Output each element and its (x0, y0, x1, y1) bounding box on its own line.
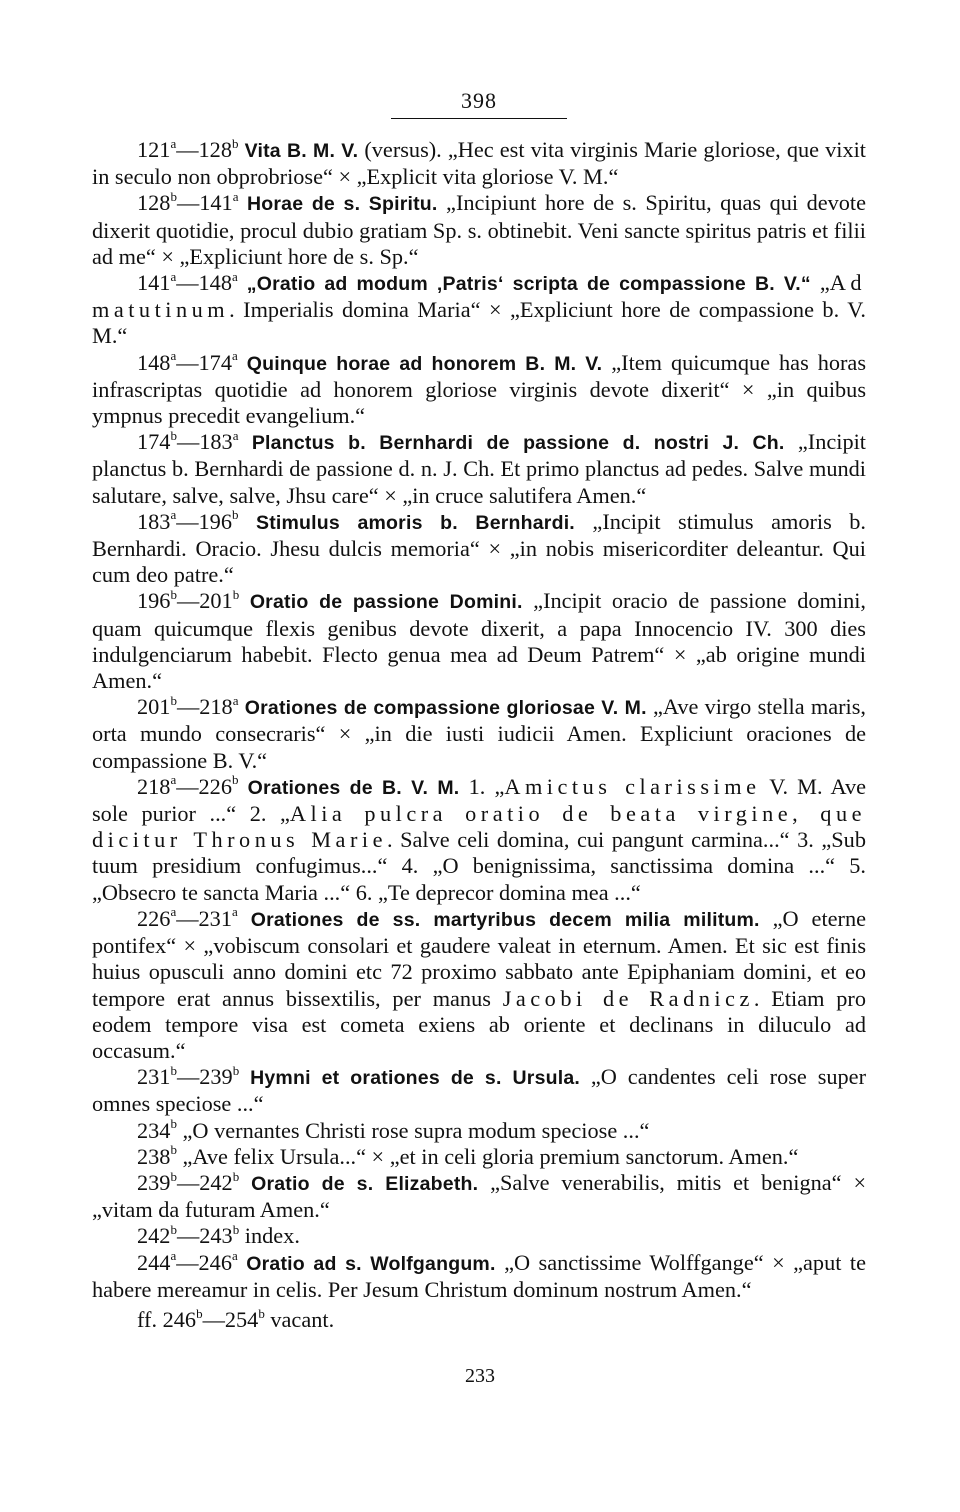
entry-title: Hymni et orationes de s. Ursula. (250, 1067, 581, 1090)
entry-title: Oratio de passione Domini. (249, 591, 523, 614)
entry-title: Oratio de s. Elizabeth. (251, 1172, 479, 1195)
folio-range: 183$^a$—196$^b$ (137, 507, 239, 534)
entry-text: . Salve celi domina, cui pangunt carmina...“ 3. „Sub tuum presidium confugimus...“ 4. „O benignissima, sanctissima domina ...“ 5. „Obsecro te sancta Maria ...“ 6. „Te deprecor domina mea ...“ (92, 827, 866, 905)
entry-text: „Incipiunt hore de s. Spiritu, quas qui devote dixerit quotidie, procul dubio gratiam Sp. s. obtinebit. Veni sancte spiritus patris et filii ad me“ × „Expliciunt hore de s. Sp.“ (92, 190, 867, 269)
header-rule (391, 118, 567, 119)
entry-title: Vita B. M. V. (244, 140, 359, 162)
entry (92, 190, 866, 270)
entry-text: vacant. (264, 1306, 335, 1332)
folio-range: 128$^b$—141$^a$ (137, 188, 239, 216)
spaced-text: Alia pulcra oratio de beata virgine, que dicitur Thronus Marie (92, 801, 866, 853)
entry-text: „O sanctissime Wolffgange“ × „aput te habere mereamur in celis. Per Jesum Christum dominum nostrum Amen.“ (92, 1249, 866, 1302)
entry (92, 509, 866, 589)
entry-title: Orationes de ss. martyribus decem milia militum. (250, 908, 760, 931)
entry (92, 1064, 866, 1117)
spaced-text: Jacobi de Radnicz (502, 985, 754, 1011)
folio-ref: 238$^b$ (137, 1142, 177, 1169)
entry-title: Quinque horae ad honorem B. M. V. (246, 352, 603, 375)
spaced-text: Ad matutinum (92, 270, 866, 323)
entry-text: . Imperialis domina Maria“ × „Expliciunt hore de compassione b. V. M.“ (92, 297, 866, 349)
folio-range: 196$^b$—201$^b$ (137, 587, 240, 614)
entry-text: „O eterne pontifex“ × „vobiscum consolari et gaudere valeat in eternum. Amen. Et sic est finis huius opusculi anno domini etc 72 proximo sabbato ante Epiphaniam domini, et eo tempore erat annus bissextilis, per manus (92, 905, 867, 1011)
folio-range: 141$^a$—148$^a$ (137, 268, 238, 296)
folio-range: 244$^a$—246$^a$ (137, 1248, 238, 1275)
entry (92, 429, 866, 509)
entry-text: „Incipit planctus b. Bernhardi de passione d. n. J. Ch. Et primo planctus ad pedes. Salve mundi salutare, salve, salve, Jhsu care“ × „in cruce salutifera Amen.“ (92, 429, 866, 508)
page-number: 398 (461, 88, 497, 113)
entry (92, 350, 866, 430)
folio-range: 174$^b$—183$^a$ (137, 427, 239, 455)
entry-text: . Etiam pro eodem tempore visa est cometa exiens ab oriente et declinans in diluculo ad occasum.“ (92, 985, 866, 1063)
spaced-text: Amictus clarissime (504, 773, 761, 799)
folio-range: 121$^a$—128$^b$ (137, 135, 239, 162)
entry-text: „Ave virgo stella maris, orta mundo consecraris“ × „in die iusti iudicii Amen. Expliciunt oraciones de compassione B. V.“ (92, 694, 867, 773)
entry (92, 906, 866, 1064)
entry-title: Orationes de compassione gloriosae V. M. (244, 697, 647, 720)
entry-prefix: ff. (137, 1306, 163, 1332)
entry-text: „O vernantes Christi rose supra modum speciose ...“ (176, 1117, 650, 1143)
folio-range: 246$^b$—254$^b$ (162, 1305, 265, 1332)
entry-title: Planctus b. Bernhardi de passione d. nostri J. Ch. (251, 432, 785, 455)
entry-title: Stimulus amoris b. Bernhardi. (255, 511, 575, 534)
entry (92, 1170, 866, 1223)
folio-range: 239$^b$—242$^b$ (137, 1168, 240, 1195)
folio-range: 226$^a$—231$^a$ (137, 904, 238, 931)
entry (92, 270, 866, 350)
entry (92, 1144, 866, 1170)
catalog-entries (92, 137, 866, 1333)
entry-title: Horae de s. Spiritu. (247, 193, 438, 216)
entry (92, 694, 866, 774)
entry-text: „Incipit oracio de passione domini, quam quicumque flexis genibus devote dixerit, a papa Innocencio IV. 300 dies indulgenciarum habebit. Flecto genua mea ad Deum Patrem“ × „ab origine mundi Amen.“ (92, 588, 866, 694)
entry-title: „Oratio ad modum ‚Patris‘ scripta de compassione B. V.“ (246, 273, 811, 296)
entry-text: „ (810, 270, 830, 296)
entry-text: V. M. Ave sole purior ...“ 2. „ (92, 773, 866, 827)
entry (92, 1307, 866, 1333)
folio-range: 242$^b$—243$^b$ (137, 1221, 240, 1249)
entry-title: Oratio ad s. Wolfgangum. (246, 1252, 496, 1275)
entry-text: „Incipit stimulus amoris b. Bernhardi. Oracio. Jhesu dulcis memoria“ × „in nobis misericorditer deleantur. Qui cum deo patre.“ (92, 508, 866, 588)
entry-text: „Salve venerabilis, mitis et benigna“ × „vitam da futuram Amen.“ (92, 1169, 867, 1223)
entry (92, 1250, 866, 1303)
entry-text: „Item quicumque has horas infrascriptas quotidie ad honorem gloriose virginis devote dixerit“ × „in quibus ympnus precedit evangelium.“ (92, 349, 866, 429)
entry-text: „O candentes celi rose super omnes speciose ...“ (92, 1064, 866, 1117)
folio-range: 201$^b$—218$^a$ (137, 692, 239, 720)
entry-text: index. (239, 1223, 300, 1249)
entry-text: „Ave felix Ursula...“ × „et in celi gloria premium sanctorum. Amen.“ (176, 1143, 799, 1169)
entry (92, 774, 866, 906)
footer-page-number: 233 (465, 1365, 495, 1387)
entry (92, 1223, 866, 1249)
entry (92, 1118, 866, 1144)
folio-ref: 234$^b$ (137, 1116, 177, 1143)
entry-text: (versus). „Hec est vita virginis Marie gloriose, que vixit in seculo non obprobriose“ × „Explicit vita gloriose V. M.“ (92, 137, 867, 190)
folio-range: 231$^b$—239$^b$ (137, 1062, 240, 1090)
entry (92, 137, 866, 190)
entry-title: Orationes de B. V. M. (247, 776, 460, 799)
folio-range: 218$^a$—226$^b$ (137, 772, 239, 799)
entry (92, 588, 866, 694)
document-page (92, 88, 866, 1333)
folio-range: 148$^a$—174$^a$ (137, 348, 238, 375)
entry-text: 1. „ (459, 773, 505, 799)
